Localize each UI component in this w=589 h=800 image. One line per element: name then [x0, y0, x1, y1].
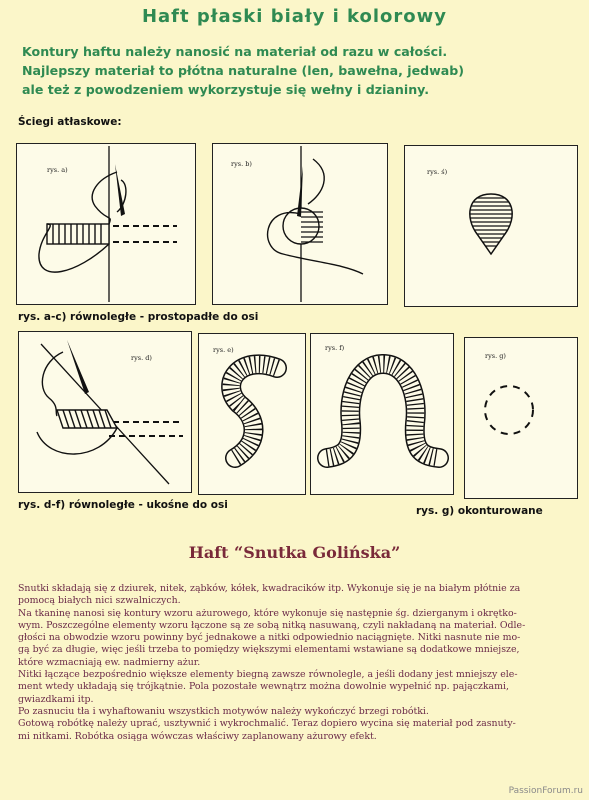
caption-row2: rys. d-f) równoległe - ukośne do osi — [18, 499, 228, 511]
figure-c-panel — [404, 145, 578, 307]
body-line: Na tkaninę nanosi się kontury wzoru ażurowego, które wykonuje się następnie śg. dzierganym i okrętko- — [18, 607, 517, 619]
body-line: gwiazdkami itp. — [18, 693, 94, 705]
body-line: Snutki składają się z dziurek, nitek, ząbków, kółek, kwadracików itp. Wykonuje się je na białym płótnie za — [18, 583, 521, 594]
caption-g: rys. g) okonturowane — [416, 505, 543, 517]
body-line: wym. Poszczególne elementy wzoru łączone są ze sobą nitką nasuwaną, czyli nakładaną na materiał. Odle- — [18, 619, 526, 631]
body-line: ment wtedy układają się trójkątnie. Pola pozostałe wewnątrz można dowolnie wypełnić np. pajączkami, — [18, 681, 510, 693]
figure-f-drawing — [311, 334, 453, 494]
watermark: PassionForum.ru — [508, 786, 583, 796]
figure-b-label: rys. b) — [231, 160, 252, 168]
intro-line: ale też z powodzeniem wykorzystuje się wełny i dzianiny. — [22, 82, 430, 97]
figure-d-label: rys. d) — [131, 354, 152, 362]
body-line: mi nitkami. Robótka osiąga wówczas właściwy zaplanowany ażurowy efekt. — [18, 730, 377, 742]
figure-g-label: rys. g) — [485, 352, 506, 360]
body-line: Po zasnuciu tła i wyhaftowaniu wszystkich motywów należy wykończyć brzegi robótki. — [18, 705, 429, 717]
caption-row1: rys. a-c) równoległe - prostopadłe do osi — [18, 311, 259, 323]
figure-d-drawing — [19, 332, 191, 492]
figure-e-label: rys. e) — [213, 346, 234, 354]
body-line: które wzmacniają ew. nadmierny ażur. — [18, 656, 201, 668]
intro-line: Najlepszy materiał to płótna naturalne (len, bawełna, jedwab) — [22, 63, 465, 78]
body-line: głości na obwodzie wzoru powinny być jednakowe a nitki odpowiednio naciągnięte. Nitki nasnute nie mo- — [18, 632, 521, 644]
figure-a-drawing — [17, 144, 195, 304]
figure-d-panel — [18, 331, 192, 493]
figure-b-panel — [212, 143, 388, 305]
body-line: Nitki łączące bezpośrednio większe elementy biegną zawsze równolegle, a jeśli dodany jest mniejszy ele- — [18, 669, 518, 681]
body-line: pomocą białych nici szwalniczych. — [18, 595, 181, 607]
section-title: Haft “Snutka Golińska” — [188, 543, 401, 562]
figure-e-drawing — [199, 334, 305, 494]
intro-line: Kontury haftu należy nanosić na materiał od razu w całości. — [22, 44, 448, 59]
page-title: Haft płaski biały i kolorowy — [141, 6, 448, 27]
intro-text — [22, 42, 582, 99]
body-line: Gotową robótkę należy uprać, usztywnić i wykrochmalić. Teraz dopiero wycina się materiał pod zasnuty- — [18, 718, 516, 730]
figure-b-drawing — [213, 144, 387, 304]
figure-g-drawing — [465, 338, 577, 498]
figure-c-label: rys. ś) — [427, 168, 448, 176]
figure-a-panel — [16, 143, 196, 305]
figure-f-panel — [310, 333, 454, 495]
figure-f-label: rys. f) — [325, 344, 345, 352]
figure-c-drawing — [405, 146, 577, 306]
body-text — [18, 583, 576, 743]
figure-e-panel — [198, 333, 306, 495]
figure-g-panel — [464, 337, 578, 499]
body-line: gą być za długie, więc jeśli trzeba to pomiędzy większymi elementami wstawiane są dodatkowe mniejsze, — [18, 644, 520, 656]
stitch-subtitle: Ściegi atłaskowe: — [18, 116, 122, 128]
figure-a-label: rys. a) — [47, 166, 68, 174]
